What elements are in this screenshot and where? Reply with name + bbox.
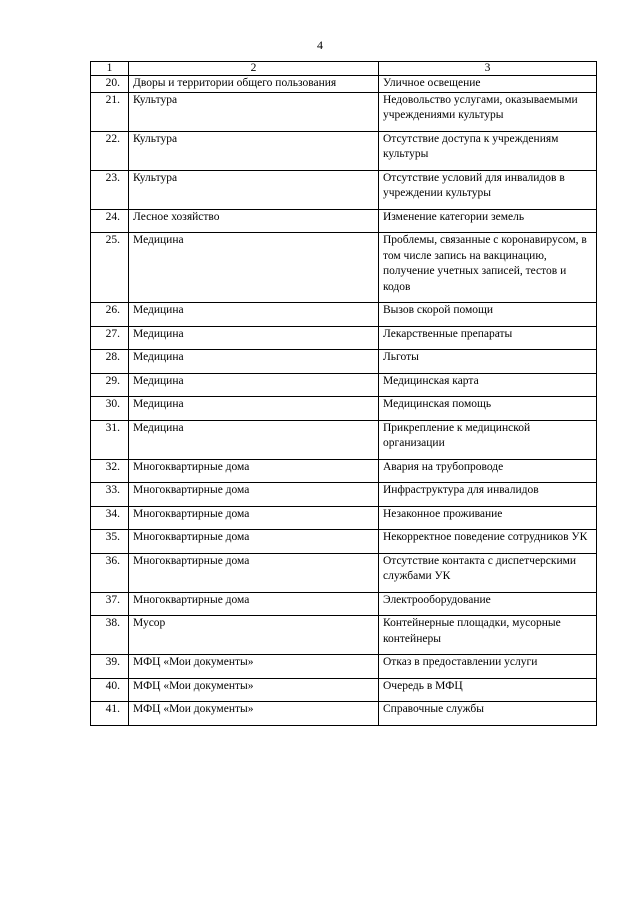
row-number-cell: 31. (91, 420, 129, 459)
row-topic-cell: Проблемы, связанные с коронавирусом, в том числе запись на вакцинацию, получение учетных записей, тестов и кодов (379, 233, 597, 303)
row-number-cell: 34. (91, 506, 129, 530)
table-row (91, 530, 597, 554)
row-topic-cell: Контейнерные площадки, мусорные контейнеры (379, 616, 597, 655)
column-header-topic: 3 (379, 62, 597, 76)
table-row (91, 303, 597, 327)
row-category-cell: МФЦ «Мои документы» (129, 702, 379, 726)
row-number-cell: 22. (91, 131, 129, 170)
row-number-cell: 26. (91, 303, 129, 327)
row-category-cell: Многоквартирные дома (129, 530, 379, 554)
row-topic-cell: Изменение категории земель (379, 209, 597, 233)
row-category-cell: Культура (129, 131, 379, 170)
table-row (91, 616, 597, 655)
row-topic-cell: Медицинская помощь (379, 397, 597, 421)
row-number-cell: 29. (91, 373, 129, 397)
table-row (91, 76, 597, 93)
row-number-cell: 27. (91, 326, 129, 350)
row-number-cell: 39. (91, 655, 129, 679)
page-number: 4 (317, 38, 323, 52)
row-topic-cell: Справочные службы (379, 702, 597, 726)
row-topic-cell: Авария на трубопроводе (379, 459, 597, 483)
row-number-cell: 24. (91, 209, 129, 233)
row-number-cell: 32. (91, 459, 129, 483)
table-row (91, 420, 597, 459)
row-number-cell: 30. (91, 397, 129, 421)
row-number-cell: 28. (91, 350, 129, 374)
row-number-cell: 25. (91, 233, 129, 303)
table-row (91, 350, 597, 374)
row-number-cell: 33. (91, 483, 129, 507)
column-header-number: 1 (91, 62, 129, 76)
row-category-cell: Многоквартирные дома (129, 483, 379, 507)
row-topic-cell: Уличное освещение (379, 76, 597, 93)
row-number-cell: 23. (91, 170, 129, 209)
row-category-cell: Медицина (129, 420, 379, 459)
row-category-cell: Лесное хозяйство (129, 209, 379, 233)
row-category-cell: Многоквартирные дома (129, 459, 379, 483)
row-category-cell: Медицина (129, 397, 379, 421)
table-row (91, 592, 597, 616)
row-topic-cell: Льготы (379, 350, 597, 374)
row-category-cell: Многоквартирные дома (129, 592, 379, 616)
row-topic-cell: Отсутствие контакта с диспетчерскими службами УК (379, 553, 597, 592)
table-header-row (91, 62, 597, 76)
row-number-cell: 40. (91, 678, 129, 702)
row-category-cell: Культура (129, 170, 379, 209)
row-category-cell: Многоквартирные дома (129, 553, 379, 592)
row-topic-cell: Отсутствие условий для инвалидов в учреждении культуры (379, 170, 597, 209)
table-row (91, 678, 597, 702)
row-topic-cell: Вызов скорой помощи (379, 303, 597, 327)
row-category-cell: Многоквартирные дома (129, 506, 379, 530)
table-row (91, 506, 597, 530)
row-number-cell: 41. (91, 702, 129, 726)
row-topic-cell: Незаконное проживание (379, 506, 597, 530)
table-row (91, 131, 597, 170)
row-number-cell: 35. (91, 530, 129, 554)
row-topic-cell: Лекарственные препараты (379, 326, 597, 350)
row-category-cell: Медицина (129, 350, 379, 374)
row-topic-cell: Некорректное поведение сотрудников УК (379, 530, 597, 554)
row-category-cell: МФЦ «Мои документы» (129, 678, 379, 702)
row-number-cell: 38. (91, 616, 129, 655)
table-row (91, 702, 597, 726)
row-topic-cell: Отказ в предоставлении услуги (379, 655, 597, 679)
row-topic-cell: Недовольство услугами, оказываемыми учреждениями культуры (379, 92, 597, 131)
table-row (91, 397, 597, 421)
row-topic-cell: Инфраструктура для инвалидов (379, 483, 597, 507)
table-row (91, 483, 597, 507)
table-row (91, 459, 597, 483)
table-body (91, 62, 597, 726)
row-number-cell: 37. (91, 592, 129, 616)
table-row (91, 553, 597, 592)
row-category-cell: Мусор (129, 616, 379, 655)
table-row (91, 233, 597, 303)
table-row (91, 326, 597, 350)
row-number-cell: 20. (91, 76, 129, 93)
row-topic-cell: Прикрепление к медицинской организации (379, 420, 597, 459)
row-number-cell: 36. (91, 553, 129, 592)
row-category-cell: Дворы и территории общего пользования (129, 76, 379, 93)
appeals-topic-table (90, 61, 597, 726)
row-category-cell: Медицина (129, 373, 379, 397)
table-row (91, 373, 597, 397)
row-category-cell: МФЦ «Мои документы» (129, 655, 379, 679)
row-topic-cell: Отсутствие доступа к учреждениям культуры (379, 131, 597, 170)
row-category-cell: Медицина (129, 326, 379, 350)
table-row (91, 209, 597, 233)
row-topic-cell: Очередь в МФЦ (379, 678, 597, 702)
row-category-cell: Медицина (129, 303, 379, 327)
table-row (91, 655, 597, 679)
table-row (91, 92, 597, 131)
row-number-cell: 21. (91, 92, 129, 131)
row-category-cell: Медицина (129, 233, 379, 303)
column-header-category: 2 (129, 62, 379, 76)
table-row (91, 170, 597, 209)
row-topic-cell: Медицинская карта (379, 373, 597, 397)
row-topic-cell: Электрооборудование (379, 592, 597, 616)
row-category-cell: Культура (129, 92, 379, 131)
